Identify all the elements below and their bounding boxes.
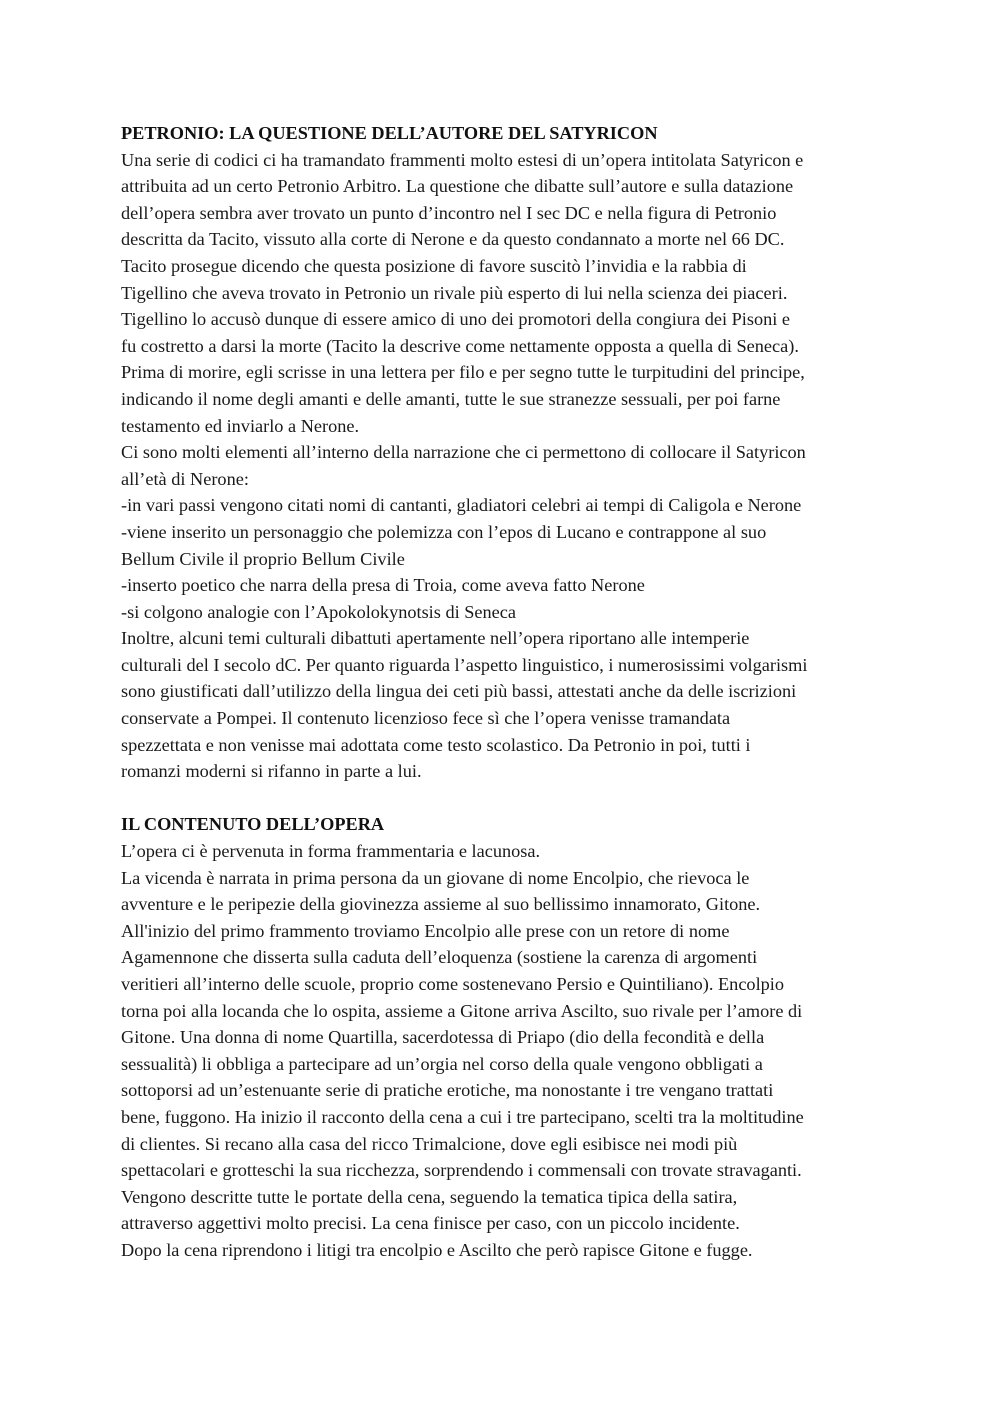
document-page — [121, 120, 891, 1264]
text-line: -si colgono analogie con l’Apokolokynotsis di Seneca — [121, 601, 517, 622]
text-line: fu costretto a darsi la morte (Tacito la descrive come nettamente opposta a quella di Seneca). — [121, 335, 799, 356]
section-body — [121, 838, 891, 1264]
section-contenuto — [121, 811, 891, 1263]
text-line: Ci sono molti elementi all’interno della narrazione che ci permettono di collocare il Satyricon — [121, 442, 806, 463]
text-line: Bellum Civile il proprio Bellum Civile — [121, 548, 405, 569]
text-line: all’età di Nerone: — [121, 468, 249, 489]
section-title: IL CONTENUTO DELL’OPERA — [121, 814, 385, 835]
text-line: dell’opera sembra aver trovato un punto d’incontro nel I sec DC e nella figura di Petronio — [121, 202, 777, 223]
text-line: sessualità) li obbliga a partecipare ad un’orgia nel corso della quale vengono obbligati a — [121, 1053, 763, 1074]
text-line: Tigellino che aveva trovato in Petronio un rivale più esperto di lui nella scienza dei piaceri. — [121, 282, 788, 303]
text-line: Tigellino lo accusò dunque di essere amico di uno dei promotori della congiura dei Pisoni e — [121, 309, 790, 330]
text-line: testamento ed inviarlo a Nerone. — [121, 415, 360, 436]
text-line: sono giustificati dall’utilizzo della lingua dei ceti più bassi, attestati anche da delle iscrizioni — [121, 681, 797, 702]
text-line: Prima di morire, egli scrisse in una lettera per filo e per segno tutte le turpitudini del principe, — [121, 362, 805, 383]
text-line: Gitone. Una donna di nome Quartilla, sacerdotessa di Priapo (dio della fecondità e della — [121, 1027, 765, 1048]
section-title: PETRONIO: LA QUESTIONE DELL’AUTORE DEL SATYRICON — [121, 123, 658, 143]
text-line: spettacolari e grotteschi la sua ricchezza, sorprendendo i commensali con trovate stravaganti. — [121, 1160, 802, 1181]
text-line: Una serie di codici ci ha tramandato frammenti molto estesi di un’opera intitolata Satyricon e — [121, 149, 804, 170]
text-line: spezzettata e non venisse mai adottata come testo scolastico. Da Petronio in poi, tutti i — [121, 734, 751, 755]
text-line: Agamennone che disserta sulla caduta dell’eloquenza (sostiene la carenza di argomenti — [121, 947, 758, 968]
text-line: -in vari passi vengono citati nomi di cantanti, gladiatori celebri ai tempi di Caligola e Nerone — [121, 495, 802, 516]
text-line: Inoltre, alcuni temi culturali dibattuti apertamente nell’opera riportano alle intemperie — [121, 628, 750, 649]
text-line: veritieri all’interno delle scuole, proprio come sostenevano Persio e Quintiliano). Encolpio — [121, 974, 785, 994]
text-line: L’opera ci è pervenuta in forma frammentaria e lacunosa. — [121, 841, 541, 862]
text-line: La vicenda è narrata in prima persona da un giovane di nome Encolpio, che rievoca le — [121, 867, 750, 888]
text-line: Tacito prosegue dicendo che questa posizione di favore suscitò l’invidia e la rabbia di — [121, 255, 747, 276]
text-line: attribuita ad un certo Petronio Arbitro. La questione che dibatte sull’autore e sulla datazione — [121, 176, 794, 197]
section-body — [121, 147, 891, 785]
paragraph-spacer — [121, 785, 891, 812]
text-line: attraverso aggettivi molto precisi. La cena finisce per caso, con un piccolo incidente. — [121, 1213, 740, 1234]
text-line: romanzi moderni si rifanno in parte a lui. — [121, 761, 422, 782]
text-line: torna poi alla locanda che lo ospita, assieme a Gitone arriva Ascilto, suo rivale per l’amore di — [121, 1000, 803, 1021]
text-line: descritta da Tacito, vissuto alla corte di Nerone e da questo condannato a morte nel 66 DC. — [121, 229, 785, 250]
text-line: culturali del I secolo dC. Per quanto riguarda l’aspetto linguistico, i numerosissimi volgarismi — [121, 654, 808, 675]
text-line: bene, fuggono. Ha inizio il racconto della cena a cui i tre partecipano, scelti tra la moltitudine — [121, 1106, 804, 1127]
text-line: avventure e le peripezie della giovinezza assieme al suo bellissimo innamorato, Gitone. — [121, 894, 761, 915]
text-line: All'inizio del primo frammento troviamo Encolpio alle prese con un retore di nome — [121, 920, 730, 941]
text-line: Dopo la cena riprendono i litigi tra encolpio e Ascilto che però rapisce Gitone e fugge. — [121, 1239, 753, 1260]
section-autore — [121, 120, 891, 785]
text-line: indicando il nome degli amanti e delle amanti, tutte le sue stranezze sessuali, per poi farne — [121, 388, 781, 409]
text-line: Vengono descritte tutte le portate della cena, seguendo la tematica tipica della satira, — [121, 1186, 738, 1207]
text-line: conservate a Pompei. Il contenuto licenzioso fece sì che l’opera venisse tramandata — [121, 708, 731, 729]
text-line: di clientes. Si recano alla casa del ricco Trimalcione, dove egli esibisce nei modi più — [121, 1133, 738, 1154]
text-line: -inserto poetico che narra della presa di Troia, come aveva fatto Nerone — [121, 575, 645, 596]
text-line: -viene inserito un personaggio che polemizza con l’epos di Lucano e contrappone al suo — [121, 521, 767, 542]
text-line: sottoporsi ad un’estenuante serie di pratiche erotiche, ma nonostante i tre vengano trattati — [121, 1080, 774, 1101]
